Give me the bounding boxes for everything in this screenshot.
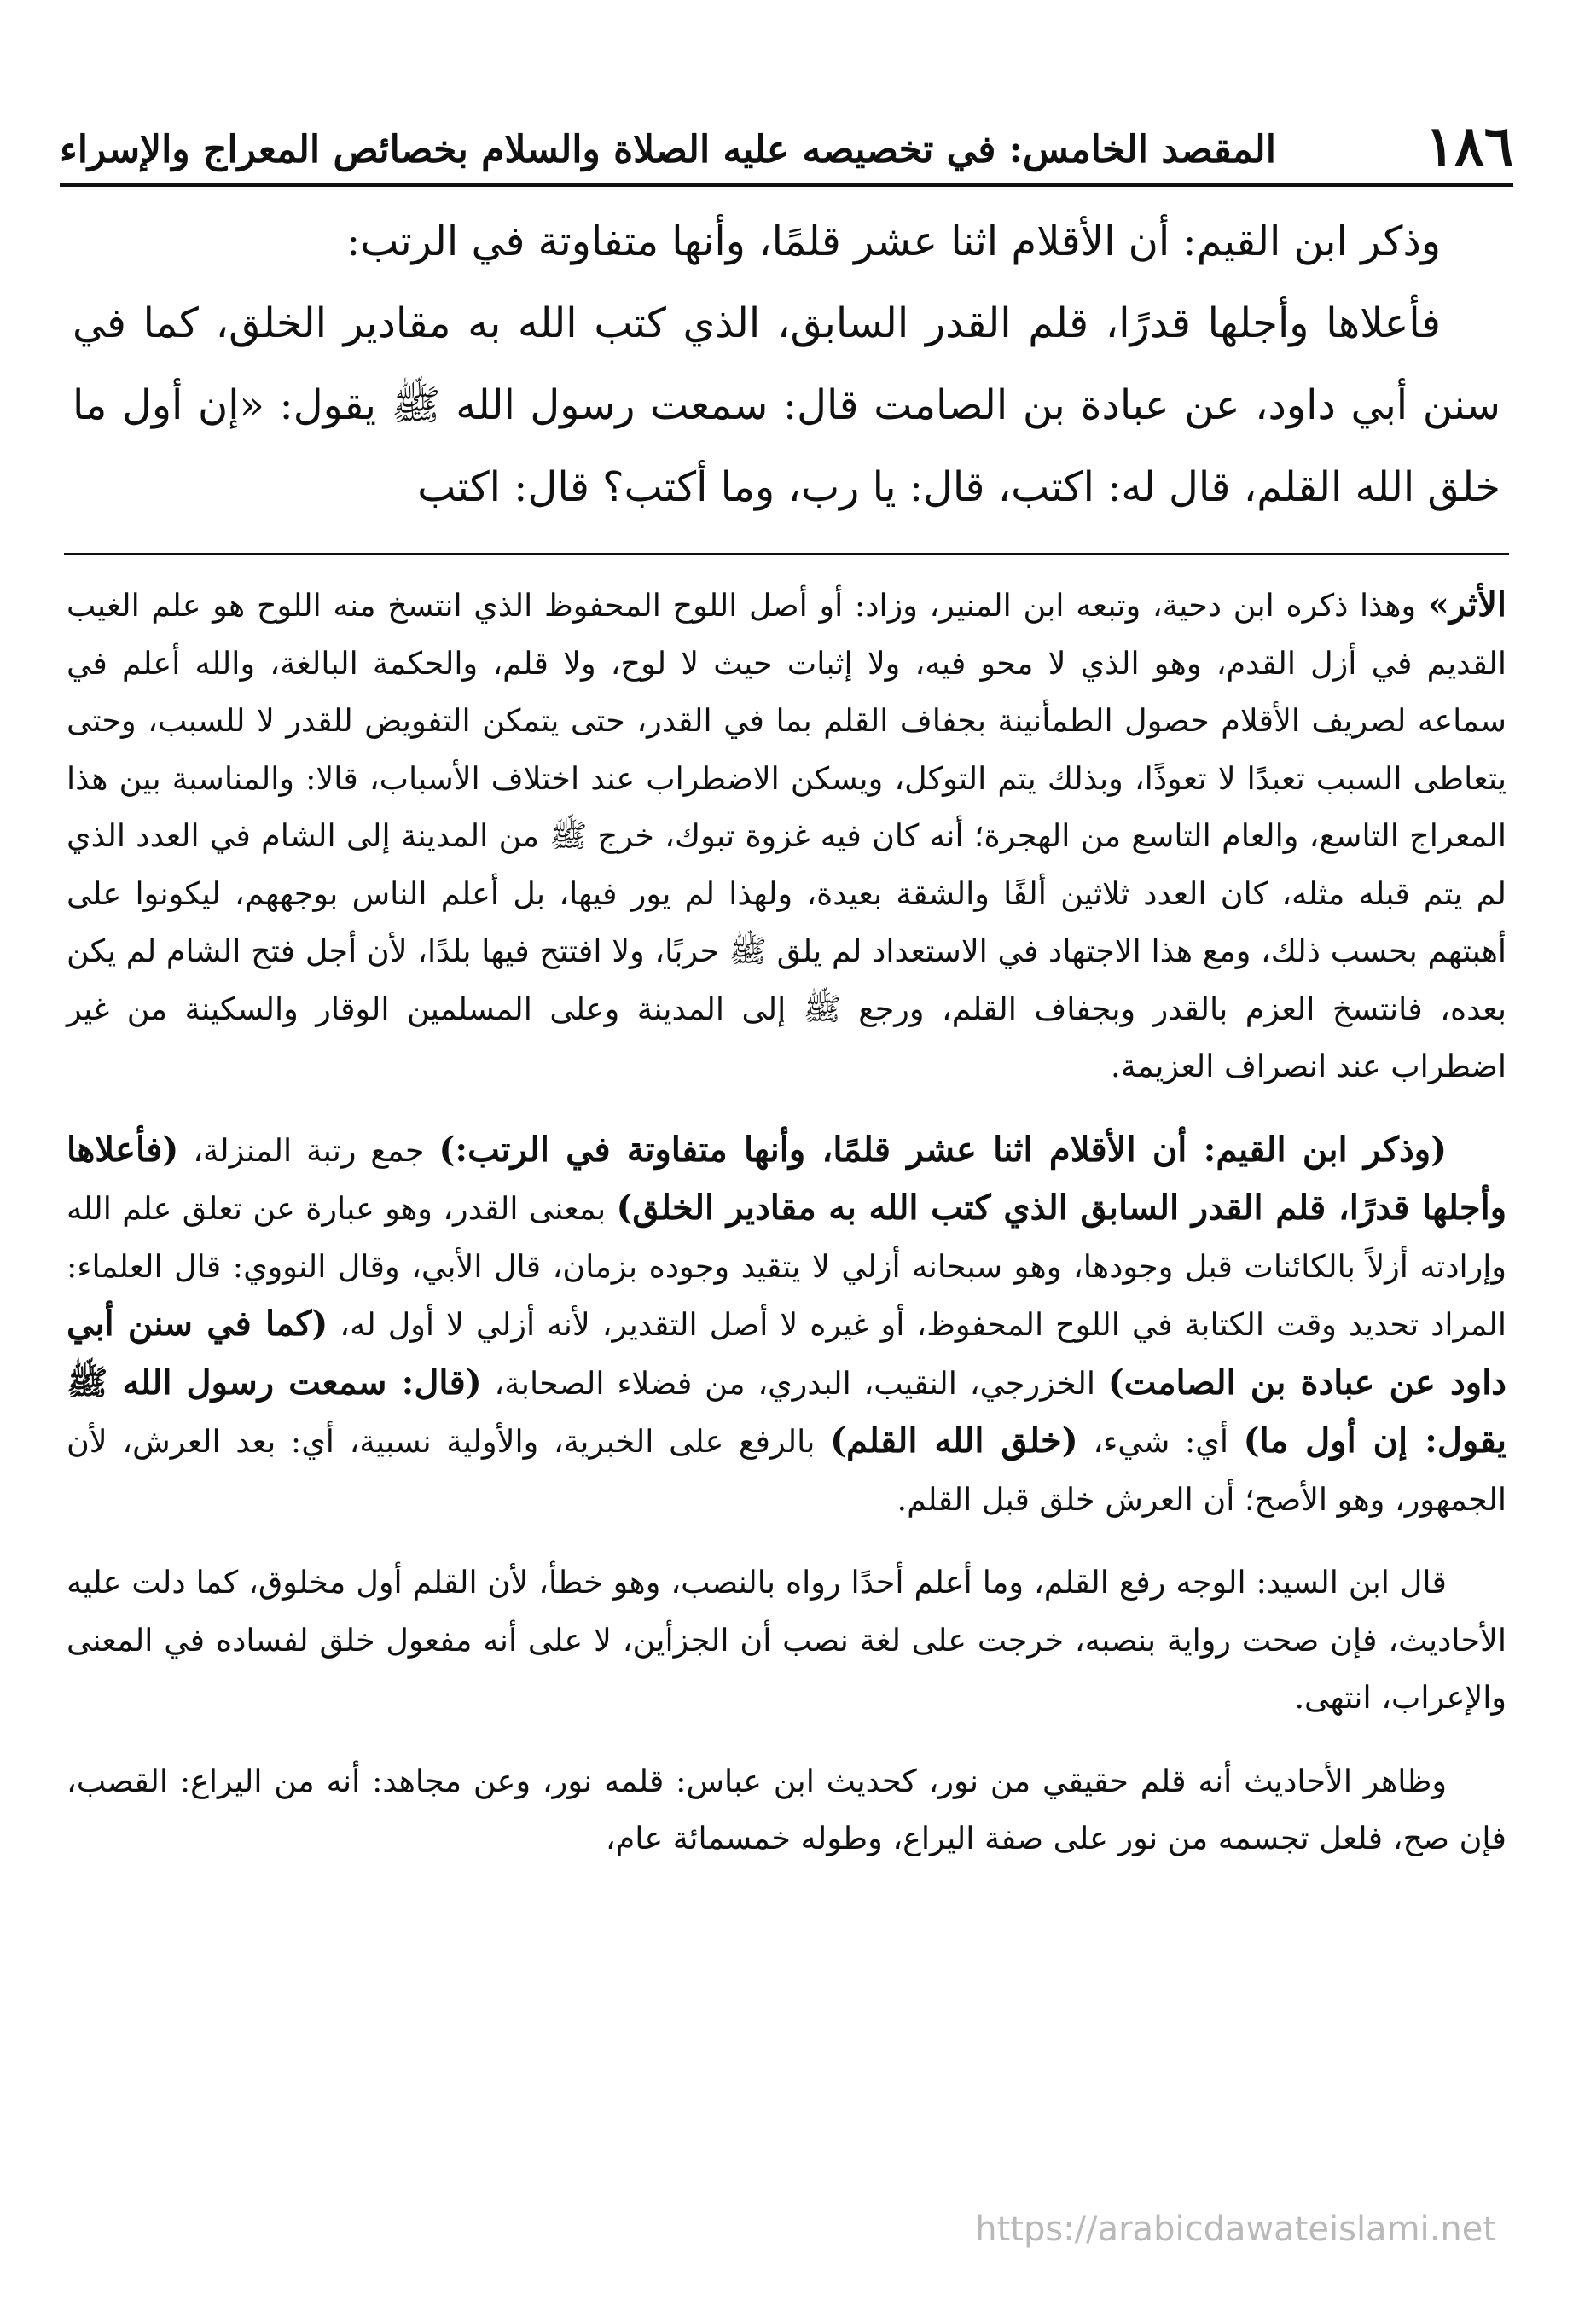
commentary-text: بالرفع على الخبرية، والأولية نسبية، أي: بعد العرش، لأن الجمهور، وهو الأصح؛ أن العرش خلق قبل القلم. bbox=[67, 1423, 1506, 1518]
commentary-paragraph bbox=[67, 1121, 1506, 1529]
footnote-divider bbox=[64, 553, 1509, 555]
commentary-paragraph: وظاهر الأحاديث أنه قلم حقيقي من نور، كحديث ابن عباس: قلمه نور، وعن مجاهد: أنه من اليراع: القصب، فإن صح، فلعل تجسمه من نور على صفة اليراع، وطوله خمسمائة عام، bbox=[67, 1762, 1506, 1856]
commentary-text: بمعنى القدر، وهو عبارة عن تعلق علم الله وإرادته أزلاً بالكائنات قبل وجودها، وهو سبحانه أزلي لا يتقيد وجوده بزمان، قال الأبي، وقال النووي: قال العلماء: المراد تحديد وقت الكتابة في اللوح المحفوظ، أو غيره لا أصل التقدير، لأنه أزلي لا أول له، bbox=[67, 1190, 1506, 1343]
commentary-text: وهذا ذكره ابن دحية، وتبعه ابن المنير، وزاد: أو أصل اللوح المحفوظ الذي انتسخ منه اللوح هو علم الغيب القديم في أزل القدم، وهو الذي لا محو فيه، ولا إثبات حيث لا لوح، ولا قلم، والحكمة البالغة، والله أعلم في سماعه لصريف الأقلام حصول الطمأنينة بجفاف القلم بما في القدر، حتى يتمكن التفويض للقدر لا للسبب، وحتى يتعاطى السبب تعبدًا لا تعوذًا، وبذلك يتم التوكل، ويسكن الاضطراب عند اختلاف الأسباب، قالا: والمناسبة بين هذا المعراج التاسع، والعام التاسع من الهجرة؛ أنه كان فيه غزوة تبوك، خرج ﷺ من المدينة إلى الشام في العدد الذي لم يتم قبله مثله، كان العدد ثلاثين ألفًا والشقة بعيدة، ولهذا لم يور فيها، بل أعلم الناس بوجههم، ليكونوا على أهبتهم بحسب ذلك، ومع هذا الاجتهاد في الاستعداد لم يلق ﷺ حربًا، ولا افتتح فيها بلدًا، لأن أجل فتح الشام لم يكن بعده، فانتسخ العزم بالقدر وبجفاف القلم، ورجع ﷺ إلى المدينة وعلى المسلمين الوقار والسكينة من غير اضطراب عند انصراف العزيمة. bbox=[67, 587, 1506, 1084]
running-title: المقصد الخامس: في تخصيصه عليه الصلاة والسلام بخصائص المعراج والإسراء bbox=[60, 128, 1276, 171]
quoted-phrase: (خلق الله القلم) bbox=[830, 1421, 1078, 1461]
quoted-phrase: (كما في سنن أبي داود عن عبادة بن الصامت) bbox=[67, 1304, 1506, 1403]
main-paragraph: وذكر ابن القيم: أن الأقلام اثنا عشر قلمًا، وأنها متفاوتة في الرتب: bbox=[346, 218, 1441, 265]
watermark-url: https://arabicdawateislami.net bbox=[975, 2210, 1496, 2249]
quoted-phrase: (وذكر ابن القيم: أن الأقلام اثنا عشر قلمًا، وأنها متفاوتة في الرتب:) bbox=[438, 1129, 1447, 1170]
page-header bbox=[60, 90, 1513, 187]
quoted-phrase: (قال: سمعت رسول الله ﷺ يقول: إن أول ما) bbox=[67, 1362, 1507, 1461]
quoted-phrase: الأثر» bbox=[1427, 584, 1506, 625]
commentary-text: أي: شيء، bbox=[1077, 1423, 1244, 1460]
commentary-text: الخزرجي، النقيب، البدري، من فضلاء الصحابة، bbox=[481, 1364, 1108, 1402]
quoted-phrase: (فأعلاها وأجلها قدرًا، قلم القدر السابق الذي كتب الله به مقادير الخلق) bbox=[67, 1129, 1507, 1228]
main-paragraph: فأعلاها وأجلها قدرًا، قلم القدر السابق، الذي كتب الله به مقادير الخلق، كما في سنن أبي داود، عن عبادة بن الصامت قال: سمعت رسول الله ﷺ يقول: «إن أول ما خلق الله القلم، قال له: اكتب، قال: يا رب، وما أكتب؟ قال: اكتب bbox=[73, 299, 1500, 511]
commentary-paragraph bbox=[67, 576, 1506, 1095]
main-text bbox=[73, 200, 1500, 528]
page-number: ١٨٦ bbox=[1425, 114, 1513, 178]
commentary-paragraph: قال ابن السيد: الوجه رفع القلم، وما أعلم أحدًا رواه بالنصب، وهو خطأ، لأن القلم أول مخلوق، كما دلت عليه الأحاديث، فإن صحت رواية بنصبه، خرجت على لغة نصب أن الجزأين، لا على أنه مفعول خلق لفساده في المعنى والإعراب، انتهى. bbox=[67, 1564, 1506, 1716]
commentary-text: جمع رتبة المنزلة، bbox=[178, 1131, 439, 1169]
commentary bbox=[67, 576, 1506, 1893]
